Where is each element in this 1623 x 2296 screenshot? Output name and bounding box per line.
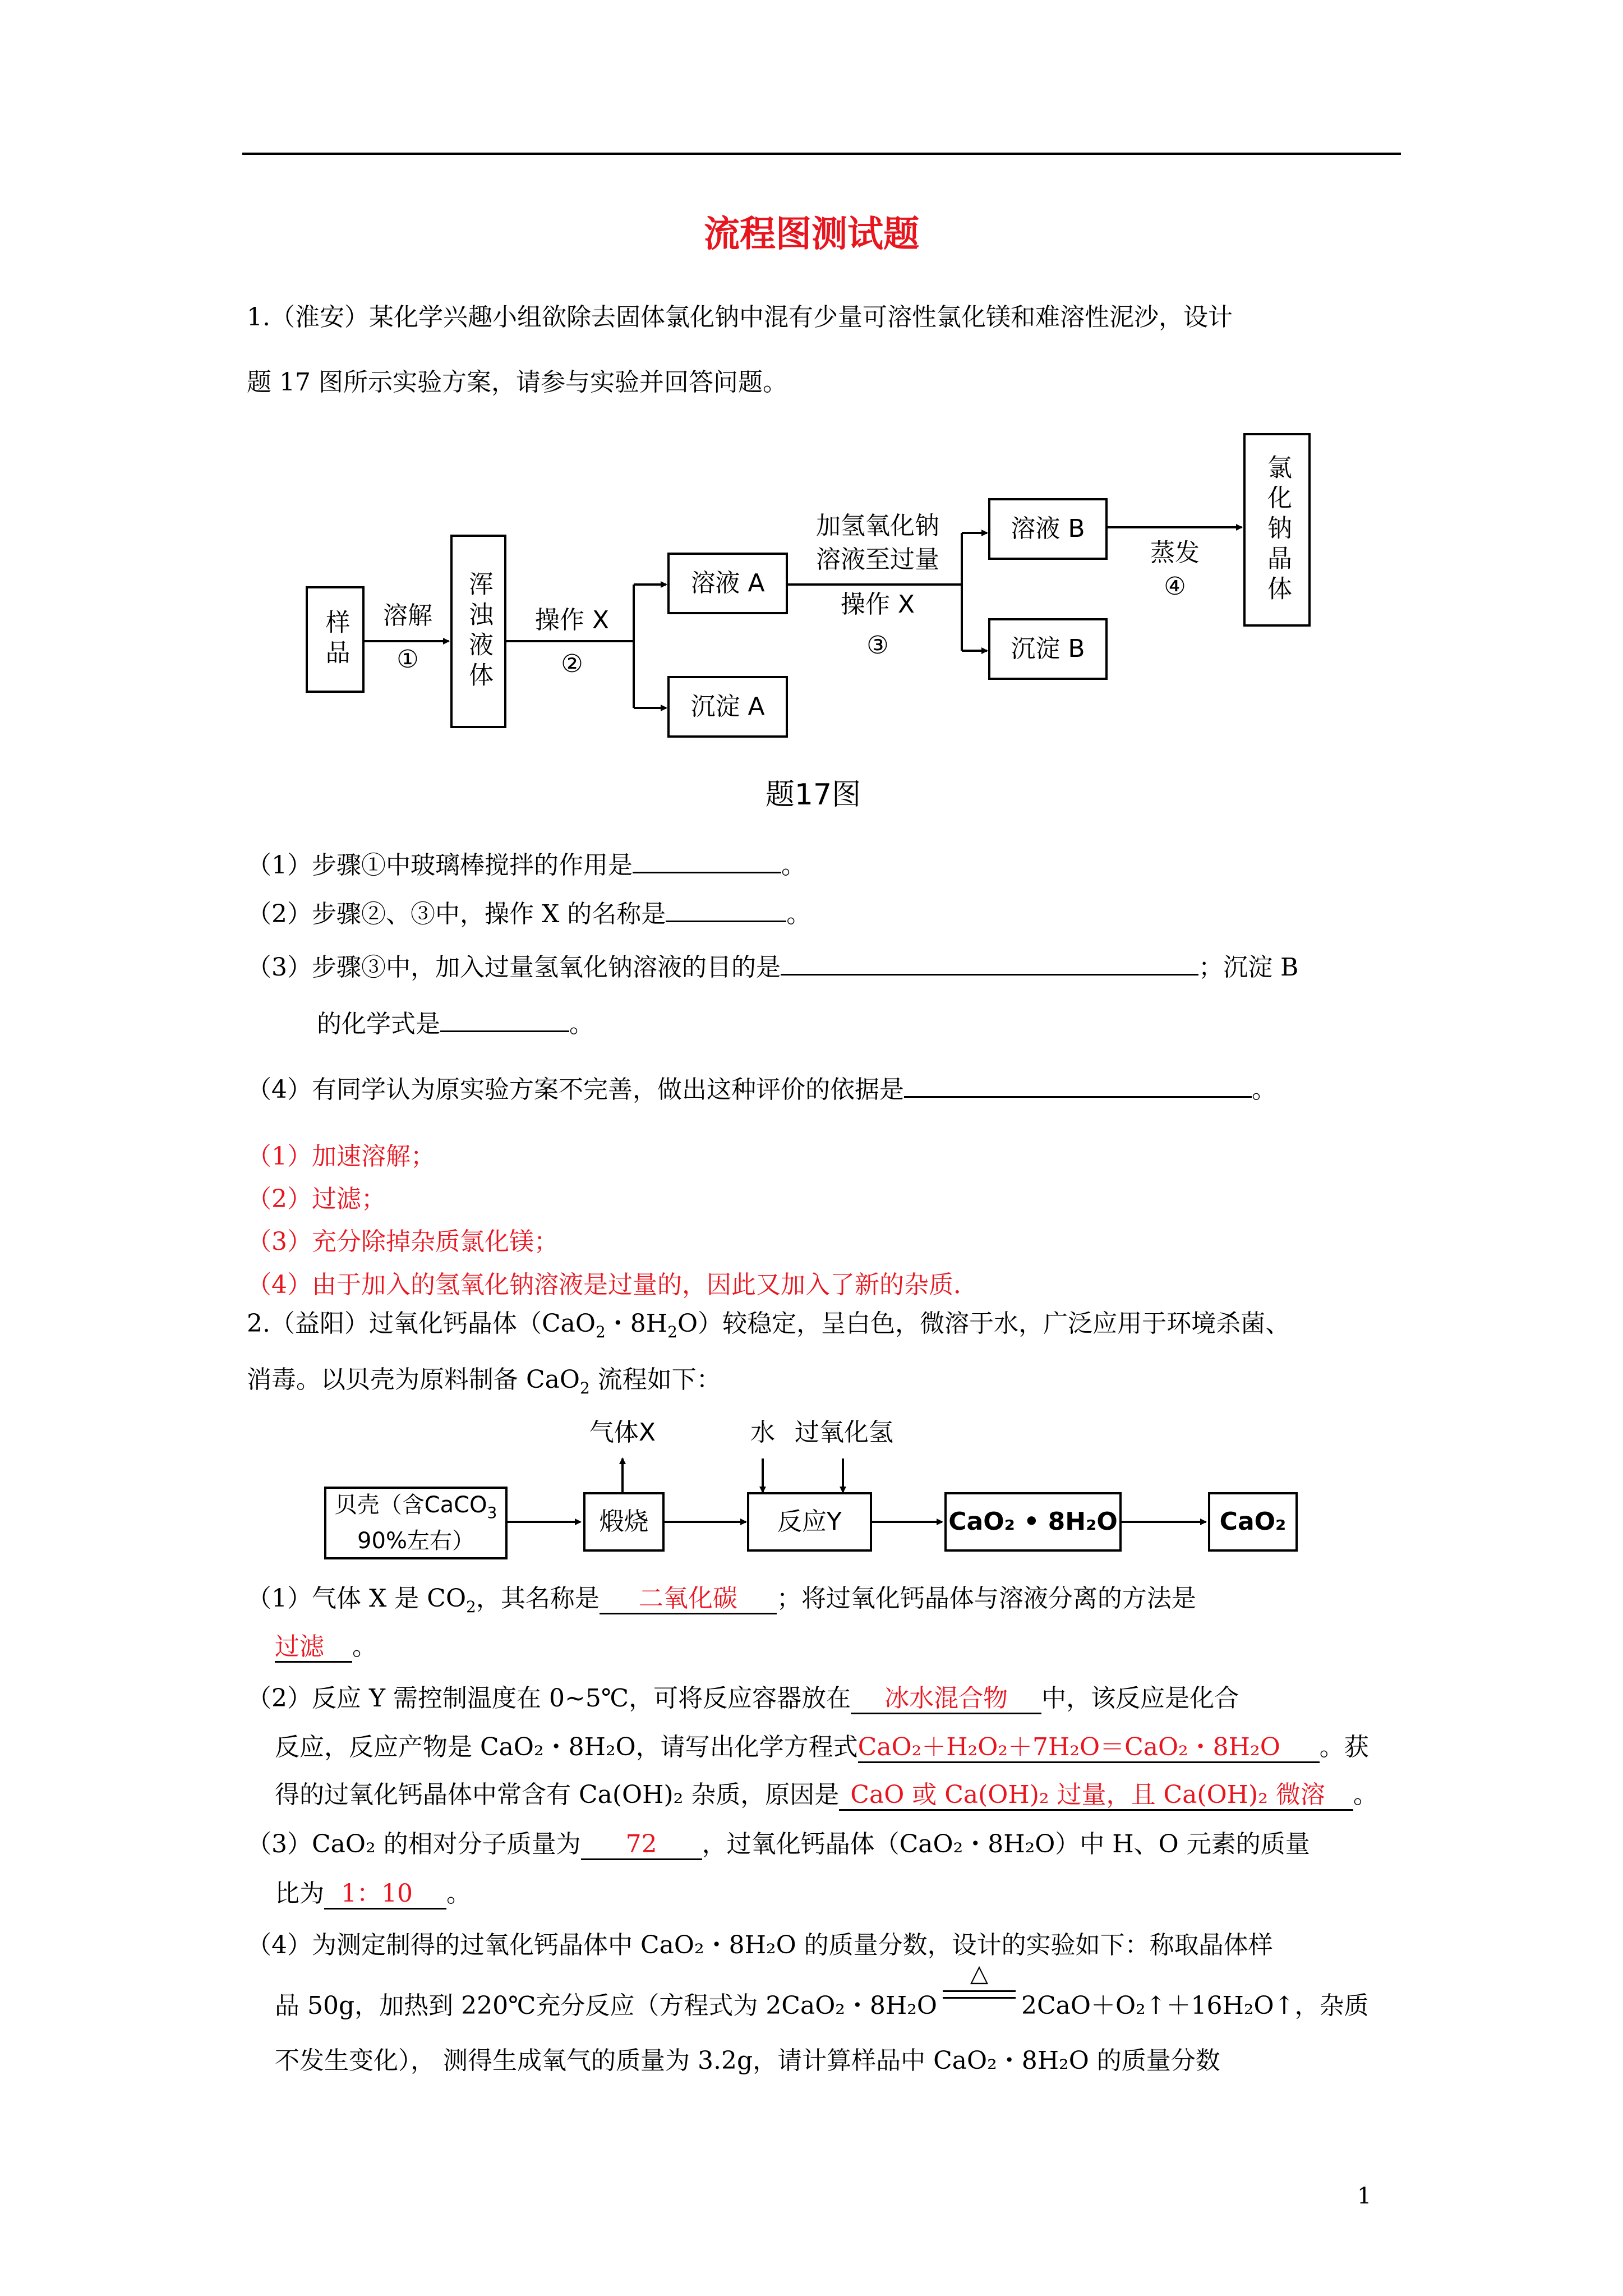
- q1-sub3-formula-end: 。: [569, 1010, 594, 1038]
- q1-intro-line1: 1.（淮安）某化学兴趣小组欲除去固体氯化钠中混有少量可溶性氯化镁和难溶性泥沙，设计: [247, 303, 1233, 332]
- cao2-box: [1208, 1492, 1298, 1552]
- q2-sub2-text-e: 得的过氧化钙晶体中常含有 Ca(OH)₂ 杂质，原因是: [275, 1780, 840, 1809]
- operation-x-label: 操作 X: [534, 606, 610, 634]
- q2-sub1: （1）气体 X 是 $CO_2$，其名称是 二氧化碳 ；将过氧化钙晶体与溶液分离的方法是: [247, 1584, 1196, 1616]
- calcine-label: 煅烧: [599, 1507, 649, 1536]
- q2-sub4-line3: 不发生变化）， 测得生成氧气的质量为 3.2g，请计算样品中 CaO₂・8H₂O 的质量分数: [275, 2046, 1220, 2075]
- add-naoh-label-2: 溶液至过量: [816, 545, 939, 574]
- q2-sub2: [247, 1682, 1239, 1715]
- q1-sub3-text: （3）步骤③中，加入过量氢氧化钠溶液的目的是: [247, 953, 781, 982]
- q2-sub2-answer-3: CaO 或 Ca(OH)₂ 过量，且 Ca(OH)₂ 微溶: [839, 1780, 1353, 1811]
- q2-sub2-text-a: （2）反应 Y 需控制温度在 0~5℃，可将反应容器放在: [247, 1684, 851, 1713]
- q2-sub1-answer-2: 过滤: [275, 1632, 352, 1663]
- dissolve-label: 溶解: [383, 601, 432, 630]
- q1-answer-1: （1）加速溶解；: [247, 1142, 435, 1171]
- q2-sub2-end: 。: [1353, 1780, 1378, 1809]
- q2-sub2-line3: [275, 1778, 1378, 1812]
- q2-intro-text-a: 2.（益阳）过氧化钙晶体（: [247, 1309, 542, 1338]
- q2-sub3-answer-1: 72: [581, 1830, 702, 1860]
- q2-sub1-end: 。: [352, 1632, 377, 1661]
- figure-caption: 题17图: [765, 778, 861, 812]
- q1-sub3-end: ；沉淀 B: [1198, 953, 1299, 982]
- q1-sub4-end: 。: [1252, 1075, 1276, 1104]
- step3-label: ③: [866, 631, 889, 660]
- q1-sub2-end: 。: [786, 900, 811, 928]
- reaction-y-box: [747, 1492, 872, 1552]
- step1-label: ①: [396, 645, 419, 674]
- q1-answer-3: （3）充分除掉杂质氯化镁；: [247, 1227, 559, 1256]
- precipitate-a-label: 沉淀 A: [690, 692, 765, 721]
- page-number: 1: [1357, 2183, 1372, 2209]
- q2-intro2-text-a: 消毒。以贝壳为原料制备 CaO: [247, 1365, 580, 1394]
- solution-a-label: 溶液 A: [690, 569, 765, 597]
- q1-answer-2: （2）过滤；: [247, 1185, 386, 1213]
- precipitate-b-label: 沉淀 B: [1011, 634, 1085, 663]
- operation-x3-label: 操作 X: [840, 590, 915, 619]
- q2-sub3-end: 。: [446, 1879, 471, 1908]
- gas-x-label: 气体X: [589, 1418, 656, 1447]
- q1-sub4-text: （4）有同学认为原实验方案不完善，做出这种评价的依据是: [247, 1075, 904, 1104]
- q1-sub3-formula-text: 的化学式是: [317, 1010, 440, 1038]
- q2-sub4: （4）为测定制得的过氧化钙晶体中 CaO₂・8H₂O 的质量分数，设计的实验如下：称取晶体样: [247, 1931, 1273, 1959]
- q2-sub2-text-d: 。获: [1319, 1733, 1369, 1761]
- q2-sub1-answer-1: 二氧化碳: [600, 1584, 777, 1614]
- q2-sub1-text-a: （1）气体 X 是 CO: [247, 1584, 467, 1613]
- water-label: 水: [750, 1418, 775, 1447]
- cao2-label: CaO₂: [1219, 1507, 1287, 1536]
- q2-sub1-text-c: ；将过氧化钙晶体与溶液分离的方法是: [776, 1584, 1196, 1613]
- q1-intro-line2: 题 17 图所示实验方案，请参与实验并回答问题。: [247, 368, 787, 397]
- page-title: 流程图测试题: [704, 213, 919, 255]
- q2-intro-formula: CaO$_2$・$8H_2O$: [541, 1309, 698, 1341]
- q2-sub2-line2: [275, 1731, 1369, 1764]
- sample-label: 样品: [321, 609, 350, 670]
- q2-intro2-text-b: 流程如下：: [589, 1365, 721, 1394]
- q1-answer-4: （4）由于加入的氢氧化钠溶液是过量的，因此又加入了新的杂质．: [247, 1271, 978, 1299]
- q1-sub1-text: （1）步骤①中玻璃棒搅拌的作用是: [247, 851, 633, 880]
- crystal-label: CaO₂ • 8H₂O: [948, 1507, 1118, 1536]
- q2-intro-text-b: ）较稳定，呈白色，微溶于水，广泛应用于环境杀菌、: [698, 1309, 1290, 1338]
- q2-sub3: [247, 1828, 1310, 1861]
- q2-sub2-text-b: 中，该反应是化合: [1041, 1684, 1239, 1713]
- q2-sub4-line2: [275, 1959, 1369, 2023]
- shell-label-2: 90%左右）: [357, 1528, 474, 1554]
- q2-sub1-text-b: ，其名称是: [476, 1584, 600, 1613]
- q2-sub4-equation-left: 品 50g，加热到 220℃充分反应（方程式为 2CaO₂・8H₂O: [275, 1991, 937, 2020]
- step2-label: ②: [561, 650, 583, 678]
- q2-sub2-answer-2: CaO₂＋H₂O₂＋7H₂O＝CaO₂・8H₂O: [858, 1733, 1320, 1763]
- q2-sub3-line2: [275, 1877, 471, 1911]
- nacl-crystal-label: 氯化钠晶体: [1263, 454, 1292, 606]
- q1-sub2-text: （2）步骤②、③中，操作 X 的名称是: [247, 900, 666, 928]
- q2-sub2-answer-1: 冰水混合物: [851, 1684, 1041, 1714]
- q2-sub3-text-c: 比为: [275, 1879, 324, 1908]
- add-naoh-label-1: 加氢氧化钠: [816, 512, 939, 540]
- q2-sub1-line2: [275, 1630, 377, 1664]
- crystal-box: [944, 1492, 1122, 1552]
- shell-label-1: 贝壳（含CaCO$_3$: [334, 1492, 497, 1522]
- q2-sub3-text-b: ，过氧化钙晶体（CaO₂・8H₂O）中 H、O 元素的质量: [702, 1830, 1310, 1858]
- shell-box: [324, 1487, 508, 1559]
- q2-sub2-text-c: 反应，反应产物是 CaO₂・8H₂O，请写出化学方程式: [275, 1733, 858, 1761]
- h2o2-label: 过氧化氢: [795, 1418, 893, 1447]
- q2-sub4-equation-right: 2CaO＋O₂↑＋16H₂O↑，杂质: [1021, 1991, 1369, 2020]
- q2-sub3-answer-2: 1：10: [324, 1879, 446, 1910]
- q2-sub3-text-a: （3）CaO₂ 的相对分子质量为: [247, 1830, 581, 1858]
- evaporate-label: 蒸发: [1150, 539, 1200, 567]
- q2-sub4-heat-sign: △: [937, 1989, 1021, 2014]
- q1-sub1-end: 。: [781, 851, 806, 880]
- turbid-liquid-label: 浑浊液体: [464, 570, 493, 692]
- solution-b-label: 溶液 B: [1011, 514, 1085, 543]
- calcine-box: [583, 1492, 665, 1552]
- reaction-y-label: 反应Y: [777, 1507, 842, 1536]
- q2-intro-line2: 消毒。以贝壳为原料制备 CaO$_2$ 流程如下：: [247, 1365, 721, 1397]
- step4-label: ④: [1164, 572, 1186, 601]
